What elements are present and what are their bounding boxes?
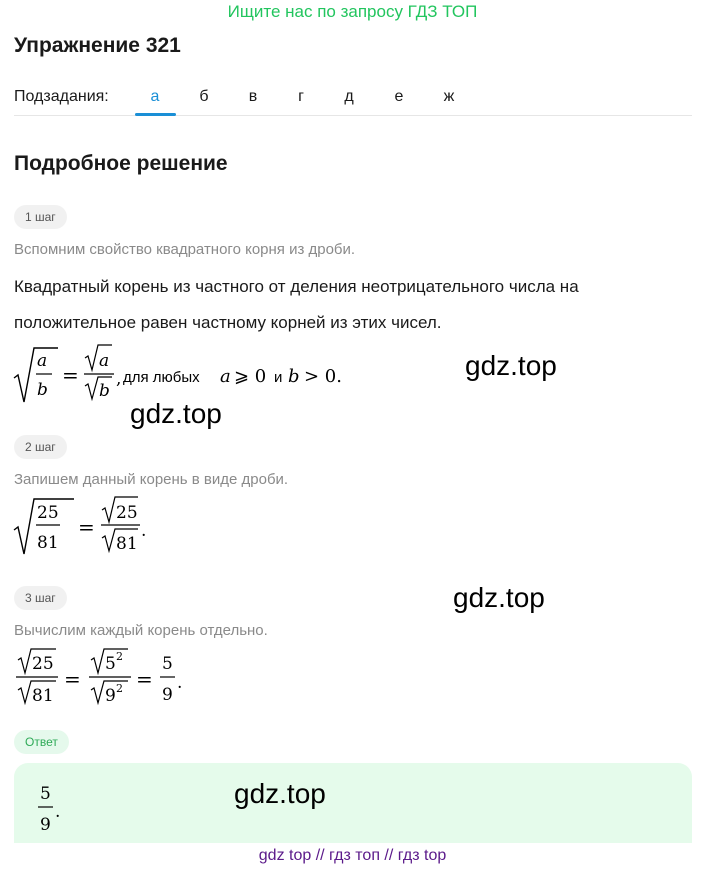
watermark: gdz.top xyxy=(453,582,545,613)
step-3-chip: 3 шаг xyxy=(14,586,67,610)
solution-title: Подробное решение xyxy=(14,152,228,175)
svg-text:> 0.: > 0. xyxy=(304,366,342,387)
footer-links[interactable]: gdz top // гдз топ // гдз top xyxy=(258,847,447,864)
svg-text:=: = xyxy=(62,363,79,387)
step-1-text-line-1: Квадратный корень из частного от деления неотрицательного числа на xyxy=(14,277,579,296)
svg-text:5: 5 xyxy=(40,784,51,804)
formula-root-of-fraction xyxy=(12,342,372,406)
formula-text-and: и xyxy=(274,369,283,386)
tab-b[interactable]: б xyxy=(199,88,209,105)
formula-step-3 xyxy=(12,646,232,710)
svg-text:⩾ 0: ⩾ 0 xyxy=(234,366,267,387)
watermark: gdz.top xyxy=(465,350,557,381)
step-1-note: Вспомним свойство квадратного корня из дроби. xyxy=(14,241,356,258)
svg-text:,: , xyxy=(116,369,122,389)
formula-step-2 xyxy=(12,494,212,558)
tab-g[interactable]: г xyxy=(298,88,304,105)
svg-text:=: = xyxy=(64,667,81,691)
svg-text:.: . xyxy=(177,673,183,693)
answer-box xyxy=(14,763,692,843)
svg-text:a: a xyxy=(220,366,231,387)
svg-text:5: 5 xyxy=(162,654,173,674)
tab-a[interactable]: а xyxy=(150,88,160,105)
svg-text:=: = xyxy=(78,515,95,539)
svg-text:81: 81 xyxy=(32,686,54,706)
tab-d[interactable]: д xyxy=(344,88,354,105)
svg-text:9: 9 xyxy=(162,685,173,705)
svg-text:2: 2 xyxy=(116,650,123,663)
svg-text:b: b xyxy=(37,380,48,400)
svg-text:81: 81 xyxy=(37,533,59,553)
svg-text:9: 9 xyxy=(105,686,116,706)
svg-text:25: 25 xyxy=(116,503,138,523)
svg-text:a: a xyxy=(99,351,110,371)
formula-text-for-any: для любых xyxy=(123,369,200,386)
answer-chip: Ответ xyxy=(14,730,69,754)
step-1-chip: 1 шаг xyxy=(14,205,67,229)
svg-text:.: . xyxy=(55,802,61,822)
tab-zh[interactable]: ж xyxy=(443,88,455,105)
svg-text:b: b xyxy=(99,381,110,401)
svg-text:b: b xyxy=(288,366,300,387)
exercise-title: Упражнение 321 xyxy=(14,34,181,57)
svg-text:5: 5 xyxy=(105,654,116,674)
subtasks-bar xyxy=(14,80,692,116)
subtasks-label: Подзадания: xyxy=(14,88,109,105)
svg-text:9: 9 xyxy=(40,815,51,835)
search-banner: Ищите нас по запросу ГДЗ ТОП xyxy=(227,2,478,21)
active-tab-indicator xyxy=(135,113,176,116)
step-2-note: Запишем данный корень в виде дроби. xyxy=(14,471,289,488)
step-2-chip: 2 шаг xyxy=(14,435,67,459)
step-1-text-line-2: положительное равен частному корней из этих чисел. xyxy=(14,313,442,332)
answer-formula xyxy=(36,777,76,837)
svg-text:=: = xyxy=(136,667,153,691)
svg-text:25: 25 xyxy=(32,654,54,674)
svg-text:25: 25 xyxy=(37,503,59,523)
watermark: gdz.top xyxy=(130,398,222,429)
tab-v[interactable]: в xyxy=(248,88,258,105)
svg-text:81: 81 xyxy=(116,534,138,554)
step-3-note: Вычислим каждый корень отдельно. xyxy=(14,622,268,639)
tab-e[interactable]: е xyxy=(394,88,404,105)
svg-text:2: 2 xyxy=(116,682,123,695)
svg-text:.: . xyxy=(141,521,147,541)
watermark: gdz.top xyxy=(234,778,326,809)
svg-text:a: a xyxy=(37,351,48,371)
